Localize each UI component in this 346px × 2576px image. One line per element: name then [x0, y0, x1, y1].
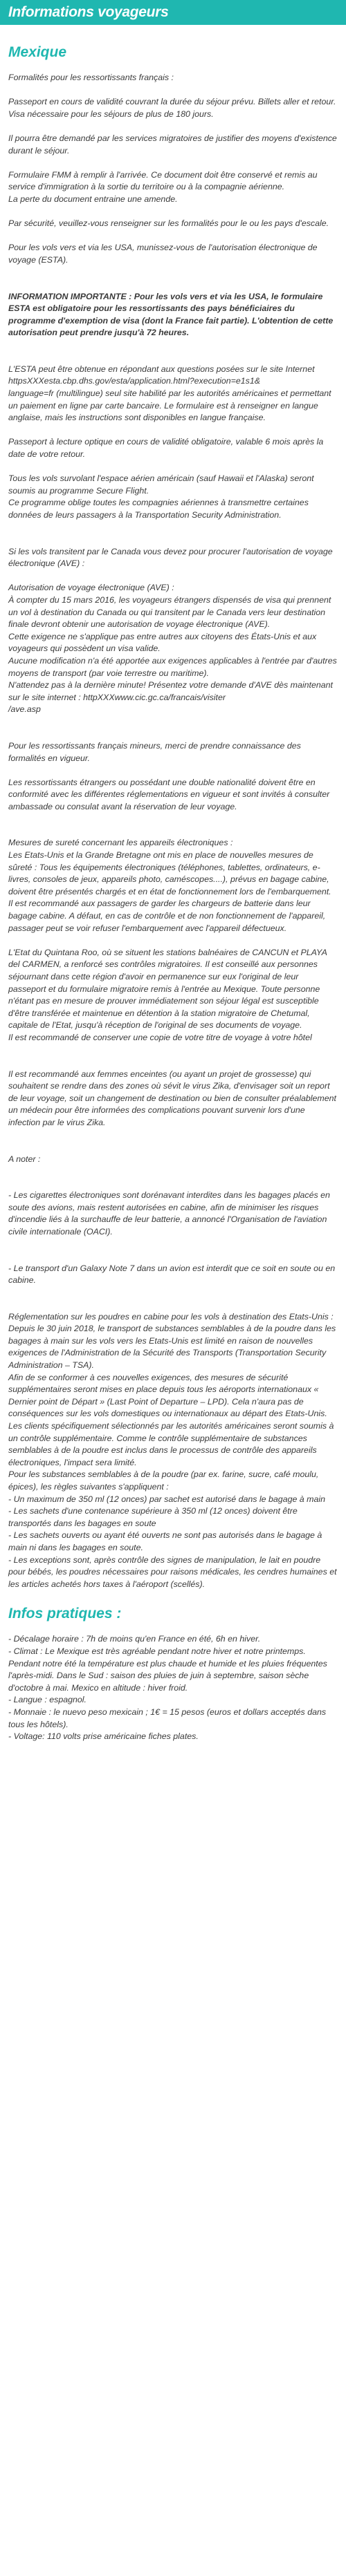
canada-transit-notice: Si les vols transitent par le Canada vous devez pour procurer l'autorisation de voyage électronique (AVE) :: [8, 546, 333, 569]
fmm-form-info: Formulaire FMM à remplir à l'arrivée. Ce document doit être conservé et remis au service d'immigration à la sortie du territoire ou à la compagnie aérienne. La perte du document entraine une amende.: [8, 169, 318, 204]
machine-readable-passport: Passeport à lecture optique en cours de validité obligatoire, valable 6 mois après la date de votre retour.: [8, 437, 324, 460]
foreign-nationals-info: Les ressortissants étrangers ou possédant une double nationalité doivent être en conformité avec les différentes réglementations en vigueur et sont invités à consulter ambassade ou consulat avant la réservation de leur voyage.: [8, 777, 330, 811]
stopover-formalities: Par sécurité, veuillez-vous renseigner sur les formalités pour le ou les pays d'escale.: [8, 218, 329, 229]
zika-advisory: Il est recommandé aux femmes enceintes (ou ayant un projet de grossesse) qui souhaitent se rendre dans des zones où sévit le virus Zika, d'envisager soit un report de leur voyage, soit un changement de destination ou bien de consulter préalablement un médecin pour être informées des complications pouvant survenir lors d'une infection par le virus Zika.: [8, 1069, 336, 1127]
minors-formalities: Pour les ressortissants français mineurs, merci de prendre connaissance des formalités en vigueur.: [8, 740, 301, 763]
page-title: Informations voyageurs: [8, 4, 169, 20]
page-header: [0, 0, 346, 25]
e-cigarettes-rule: - Les cigarettes électroniques sont dorénavant interdites dans les bagages placés en soute des avions, mais restent autorisées en cabine, afin de minimiser les risques d'incendie liés à la surchauffe de leur batterie, a annoncé l'Organisation de l'aviation civile internationale (OACI).: [8, 1190, 330, 1237]
ave-info: Autorisation de voyage électronique (AVE) : À compter du 15 mars 2016, les voyageurs étrangers dispensés de visa qui prennent un vol à destination du Canada ou qui transitent par le Canada vers leur destination finale devront obtenir une autorisation de voyage électronique (AVE). Cette exigence ne s'applique pas entre autres aux citoyens des États-Unis et aux voyageurs qui possèdent un visa valide. Aucune modification n'a été apportée aux exigences applicables à l'entrée par d'autres moyens de transport (par voie terrestre ou maritime). N'attendez pas à la dernière minute! Présentez votre demande d'AVE dès maintenant sur le site internet : httpXXXwww.cic.gc.ca/francais/visiter /ave.asp: [8, 583, 337, 715]
practical-info-list: - Décalage horaire : 7h de moins qu'en France en été, 6h en hiver. - Climat : Le Mexique est très agréable pendant notre hiver et notre printemps. Pendant notre été la température est plus chaude et humide et les pluies fréquentes l'après-midi. Dans le Sud : saison des pluies de juin à septembre, saison sèche d'octobre à mai. Mexico en altitude : hiver froid. - Langue : espagnol. - Monnaie : le nuevo peso mexicain ; 1€ = 15 pesos (euros et dollars acceptés dans tous les hôtels). - Voltage: 110 volts prise américaine fiches plates.: [8, 1634, 327, 1742]
galaxy-note-rule: - Le transport d'un Galaxy Note 7 dans un avion est interdit que ce soit en soute ou en cabine.: [8, 1263, 336, 1286]
powder-regulations: Réglementation sur les poudres en cabine pour les vols à destination des Etats-Unis : Depuis le 30 juin 2018, le transport de substances semblables à de la poudre dans les bagages à main sur les vols vers les Etats-Unis est limité en raison de nouvelles exigences de l'Administration de la Sécurité des Transports (Transportation Security Administration – TSA). Afin de se conformer à ces nouvelles exigences, des mesures de sécurité supplémentaires seront mises en place depuis tous les aéroports internationaux « Dernier point de Départ » (Last Point of Departure – LPD). Cela n'aura pas de conséquences sur les vols domestiques ou internationaux au départ des Etats-Unis. Les clients spécifiquement sélectionnés par les autorités américaines seront soumis à un contrôle supplémentaire. Comme le contrôle supplémentaire de substances semblables à de la poudre est inclus dans le processus de contrôle des appareils électroniques, l'impact sera limité. Pour les substances semblables à de la poudre (par ex. farine, sucre, café moulu, épices), les règles suivantes s'appliquent : - Un maximum de 350 ml (12 onces) par sachet est autorisé dans le bagage à main - Les sachets d'une contenance supérieure à 350 ml (12 onces) doivent être transportés dans les bagages en soute - Les sachets ouverts ou ayant été ouverts ne sont pas autorisés dans le bagage à main ni dans les bagages en soute. - Les exceptions sont, après contrôle des signes de manipulation, le lait en poudre pour bébés, les poudres nécessaires pour raisons médicales, les cendres humaines et les articles achetés hors taxes à l'aéroport (scellés).: [8, 1311, 337, 1589]
section-title-infos-pratiques: Infos pratiques :: [8, 1606, 122, 1622]
note-heading: A noter :: [8, 1154, 41, 1164]
quintana-roo-controls: L'Etat du Quintana Roo, où se situent les stations balnéaires de CANCUN et PLAYA del CARMEN, a renforcé ses contrôles migratoires. Il est conseillé aux personnes séjournant dans cette région d'avoir en permanence sur eux l'original de leur passeport et du formulaire migratoire remis à l'entrée au Mexique. Toute personne n'étant pas en mesure de prouver immédiatement son séjour légal est susceptible d'être transférée et maintenue en détention à la station migratoire de Chetumal, capitale de l'Etat, jusqu'à réception de l'original de ses documents de voyage. Il est recommandé de conserver une copie de votre titre de voyage à votre hôtel: [8, 947, 327, 1042]
secure-flight-info: Tous les vols survolant l'espace aérien américain (sauf Hawaii et l'Alaska) seront soumis au programme Secure Flight. Ce programme oblige toutes les compagnies aériennes à transmettre certaines données de leurs passagers à la Transportation Security Administration.: [8, 473, 314, 520]
esta-important-notice: INFORMATION IMPORTANTE : Pour les vols vers et via les USA, le formulaire ESTA est obligatoire pour les ressortissants des pays bénéficiaires du programme d'exemption de visa (dont la France fait partie). L'obtention de cette autorisation peut prendre jusqu'à 72 heures.: [8, 291, 334, 338]
formalities-intro: Formalités pour les ressortissants français :: [8, 73, 174, 82]
esta-application-info: L'ESTA peut être obtenue en répondant aux questions posées sur le site Internet httpsXXXesta.cbp.dhs.gov/esta/application.html?execution=e1s1& language=fr (multilingue) seul site habilité par les autorités américaines et permettant un paiement en ligne par carte bancaire. Le formulaire est à renseigner en langue anglaise, mais les instructions sont disponibles en langue française.: [8, 364, 331, 423]
passport-requirements: Passeport en cours de validité couvrant la durée du séjour prévu. Billets aller et retour. Visa nécessaire pour les séjours de plus de 180 jours.: [8, 97, 336, 119]
page-content: [0, 25, 346, 1743]
esta-reminder: Pour les vols vers et via les USA, munissez-vous de l'autorisation électronique de voyage (ESTA).: [8, 243, 318, 265]
electronic-devices-rules: Mesures de sureté concernant les appareils électroniques : Les Etats-Unis et la Grande Bretagne ont mis en place de nouvelles mesures de sûreté : Tous les équipements électroniques (téléphones, tablettes, ordinateurs, e-livres, consoles de jeux, appareils photo, caméscopes....), prévus en bagage cabine, doivent être présentés chargés et en état de fonctionnement lors de l'embarquement. Il est recommandé aux passagers de garder les chargeurs de batterie dans leur bagage cabine. A défaut, en cas de contrôle et de non fonctionnement de l'appareil, passager peut se voir refuser l'embarquement avec l'appareil défectueux.: [8, 838, 331, 933]
means-of-subsistence: Il pourra être demandé par les services migratoires de justifier des moyens d'existence durant le séjour.: [8, 133, 337, 156]
section-title-mexique: Mexique: [8, 44, 67, 60]
